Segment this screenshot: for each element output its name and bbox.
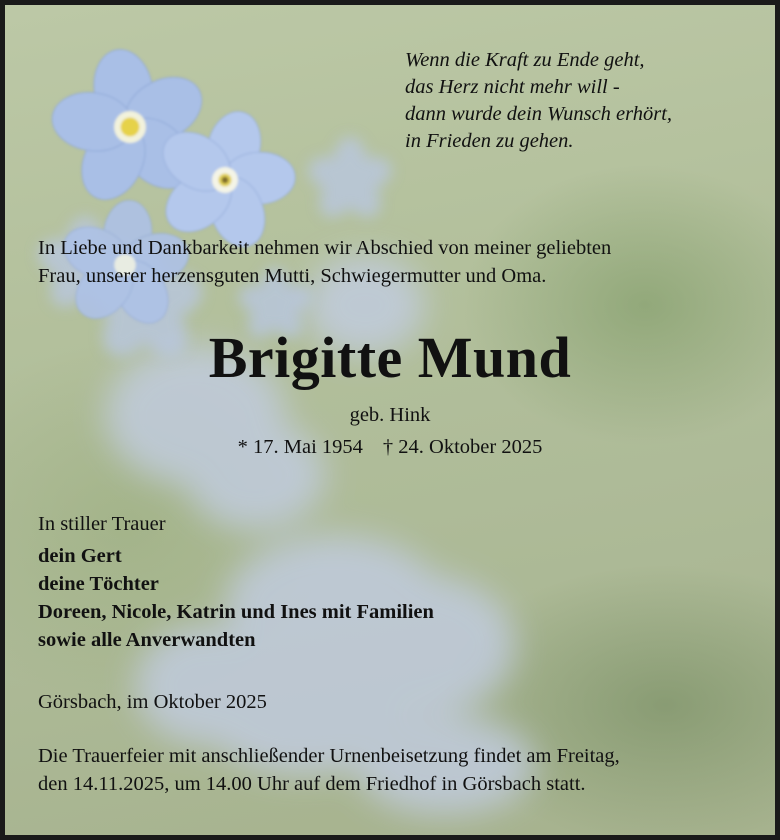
farewell-intro — [38, 234, 611, 290]
memorial-poem — [405, 47, 672, 155]
deceased-name: Brigitte Mund — [208, 325, 572, 390]
intro-line: In Liebe und Dankbarkeit nehmen wir Abschied von meiner geliebten — [38, 237, 612, 259]
birth-date: * 17. Mai 1954 — [237, 436, 363, 458]
mourners-list — [38, 542, 434, 654]
funeral-ceremony-info — [38, 742, 620, 798]
mourner-line: dein Gert — [38, 545, 122, 567]
poem-line: das Herz nicht mehr will - — [405, 76, 620, 98]
poem-line: Wenn die Kraft zu Ende geht, — [405, 49, 645, 71]
ceremony-line: Die Trauerfeier mit anschließender Urnenbeisetzung findet am Freitag, — [38, 745, 620, 767]
mourner-line: Doreen, Nicole, Katrin und Ines mit Familien — [38, 601, 434, 623]
place-and-date: Görsbach, im Oktober 2025 — [38, 691, 267, 713]
mourner-line: sowie alle Anverwandten — [38, 629, 256, 651]
intro-line: Frau, unserer herzensguten Mutti, Schwiegermutter und Oma. — [38, 265, 547, 287]
ceremony-line: den 14.11.2025, um 14.00 Uhr auf dem Friedhof in Görsbach statt. — [38, 773, 586, 795]
birth-name: geb. Hink — [349, 404, 431, 426]
poem-line: in Frieden zu gehen. — [405, 130, 574, 152]
death-date: † 24. Oktober 2025 — [382, 436, 543, 458]
mourner-line: deine Töchter — [38, 573, 159, 595]
mourning-heading: In stiller Trauer — [38, 513, 166, 535]
life-dates — [5, 433, 775, 461]
poem-line: dann wurde dein Wunsch erhört, — [405, 103, 673, 125]
